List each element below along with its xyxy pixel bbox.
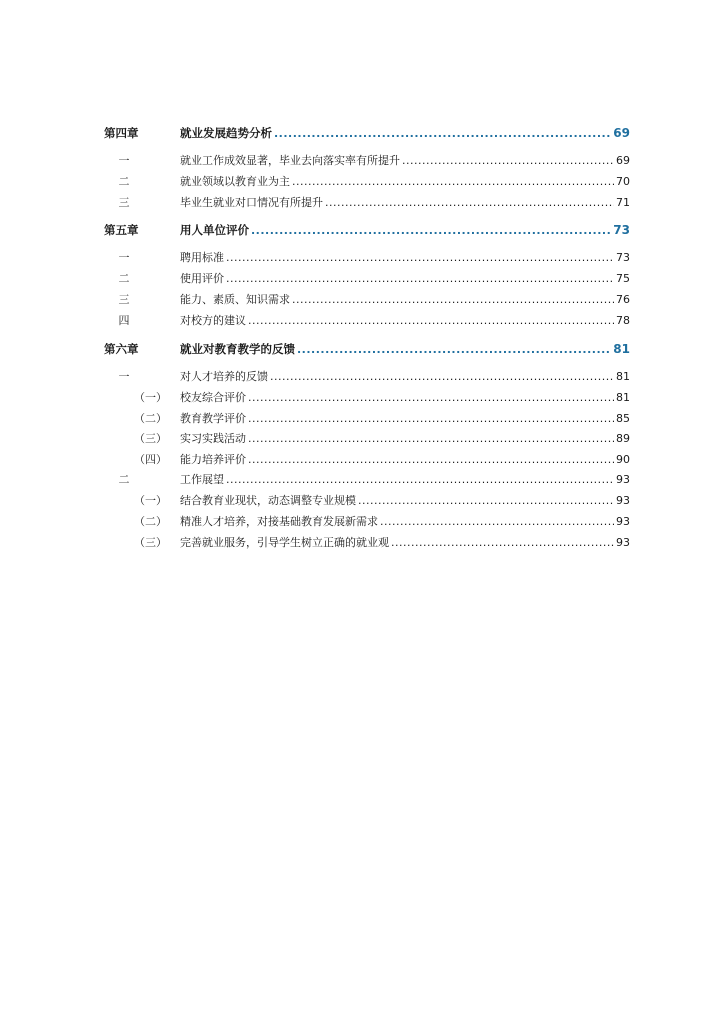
toc-entry-number: 二 [118, 473, 130, 486]
toc-entry-body [180, 535, 630, 551]
toc-entry-title: 能力、素质、知识需求 [180, 293, 290, 306]
toc-entry-title: 就业发展趋势分析 [180, 126, 272, 140]
toc-entry-number: 三 [118, 293, 130, 306]
toc-entry-number: 二 [118, 175, 130, 188]
dot-leader [226, 472, 614, 488]
dot-leader [380, 514, 614, 530]
toc-entry-number: 三 [118, 196, 130, 209]
dot-leader [325, 195, 614, 211]
toc-entry-section[interactable] [0, 313, 724, 329]
dot-leader [402, 153, 614, 169]
dot-leader [292, 292, 614, 308]
dot-leader [248, 431, 614, 447]
toc-entry-section[interactable] [0, 472, 724, 488]
toc-entry-title: 毕业生就业对口情况有所提升 [180, 196, 323, 209]
toc-entry-body [180, 292, 630, 308]
toc-entry-body [180, 390, 630, 406]
dot-leader [248, 313, 614, 329]
toc-entry-title: 使用评价 [180, 272, 224, 285]
toc-entry-title: 对校方的建议 [180, 314, 246, 327]
toc-entry-body [180, 195, 630, 211]
toc-entry-number: 一 [118, 154, 130, 167]
toc-entry-section[interactable] [0, 271, 724, 287]
toc-entry-body [180, 125, 630, 142]
dot-leader [358, 493, 614, 509]
toc-entry-subsection[interactable] [0, 411, 724, 427]
toc-entry-subsection[interactable] [0, 390, 724, 406]
toc-entry-page: 69 [613, 126, 630, 140]
toc-entry-title: 精准人才培养，对接基础教育发展新需求 [180, 515, 378, 528]
toc-entry-body [180, 313, 630, 329]
toc-entry-body [180, 341, 630, 358]
toc-entry-page: 93 [616, 515, 630, 528]
dot-leader [391, 535, 614, 551]
toc-entry-body [180, 411, 630, 427]
toc-entry-chapter-4[interactable] [0, 125, 724, 141]
toc-entry-body [180, 222, 630, 239]
toc-entry-title: 聘用标准 [180, 251, 224, 264]
dot-leader [226, 250, 614, 266]
toc-entry-title: 对人才培养的反馈 [180, 370, 268, 383]
toc-entry-page: 70 [616, 175, 630, 188]
toc-entry-subsection[interactable] [0, 431, 724, 447]
toc-entry-page: 81 [616, 391, 630, 404]
toc-entry-page: 81 [616, 370, 630, 383]
toc-entry-subsection[interactable] [0, 514, 724, 530]
toc-entry-title: 用人单位评价 [180, 223, 249, 237]
toc-entry-title: 就业领域以教育业为主 [180, 175, 290, 188]
toc-entry-page: 73 [616, 251, 630, 264]
toc-entry-page: 76 [616, 293, 630, 306]
toc-entry-number: （三） [134, 536, 167, 549]
toc-entry-body [180, 250, 630, 266]
toc-entry-page: 93 [616, 494, 630, 507]
toc-entry-subsection[interactable] [0, 535, 724, 551]
toc-entry-body [180, 153, 630, 169]
dot-leader [274, 126, 611, 142]
toc-entry-title: 结合教育业现状，动态调整专业规模 [180, 494, 356, 507]
toc-entry-section[interactable] [0, 153, 724, 169]
toc-entry-page: 69 [616, 154, 630, 167]
toc-entry-number: 一 [118, 251, 130, 264]
toc-entry-page: 93 [616, 473, 630, 486]
dot-leader [251, 223, 611, 239]
toc-entry-number: 第五章 [104, 223, 139, 237]
toc-entry-page: 75 [616, 272, 630, 285]
toc-entry-title: 就业工作成效显著，毕业去向落实率有所提升 [180, 154, 400, 167]
toc-entry-body [180, 452, 630, 468]
toc-entry-number: （二） [134, 412, 167, 425]
toc-entry-body [180, 472, 630, 488]
dot-leader [270, 369, 614, 385]
toc-entry-body [180, 174, 630, 190]
dot-leader [292, 174, 614, 190]
toc-entry-number: （一） [134, 494, 167, 507]
toc-entry-title: 就业对教育教学的反馈 [180, 342, 295, 356]
dot-leader [248, 390, 614, 406]
toc-entry-number: 第四章 [104, 126, 139, 140]
toc-entry-number: （四） [134, 453, 167, 466]
toc-entry-page: 73 [613, 223, 630, 237]
toc-entry-page: 89 [616, 432, 630, 445]
toc-entry-page: 93 [616, 536, 630, 549]
toc-entry-number: 二 [118, 272, 130, 285]
toc-entry-body [180, 271, 630, 287]
toc-entry-title: 完善就业服务，引导学生树立正确的就业观 [180, 536, 389, 549]
dot-leader [248, 411, 614, 427]
toc-entry-section[interactable] [0, 195, 724, 211]
toc-entry-title: 教育教学评价 [180, 412, 246, 425]
toc-entry-title: 能力培养评价 [180, 453, 246, 466]
dot-leader [248, 452, 614, 468]
toc-entry-number: 一 [118, 370, 130, 383]
toc-entry-page: 85 [616, 412, 630, 425]
toc-entry-title: 实习实践活动 [180, 432, 246, 445]
toc-entry-number: 第六章 [104, 342, 139, 356]
dot-leader [226, 271, 614, 287]
toc-entry-section[interactable] [0, 292, 724, 308]
toc-entry-title: 工作展望 [180, 473, 224, 486]
toc-entry-body [180, 493, 630, 509]
toc-entry-number: （一） [134, 391, 167, 404]
toc-entry-body [180, 369, 630, 385]
toc-entry-number: （二） [134, 515, 167, 528]
toc-entry-body [180, 431, 630, 447]
toc-entry-subsection[interactable] [0, 452, 724, 468]
toc-entry-section[interactable] [0, 174, 724, 190]
toc-entry-page: 81 [613, 342, 630, 356]
toc-entry-section[interactable] [0, 369, 724, 385]
toc-entry-number: （三） [134, 432, 167, 445]
toc-entry-section[interactable] [0, 250, 724, 266]
toc-entry-page: 71 [616, 196, 630, 209]
toc-entry-page: 90 [616, 453, 630, 466]
toc-entry-body [180, 514, 630, 530]
dot-leader [297, 342, 611, 358]
toc-entry-chapter-6[interactable] [0, 341, 724, 357]
toc-entry-subsection[interactable] [0, 493, 724, 509]
toc-entry-page: 78 [616, 314, 630, 327]
toc-entry-chapter-5[interactable] [0, 222, 724, 238]
toc-entry-number: 四 [118, 314, 130, 327]
toc-entry-title: 校友综合评价 [180, 391, 246, 404]
